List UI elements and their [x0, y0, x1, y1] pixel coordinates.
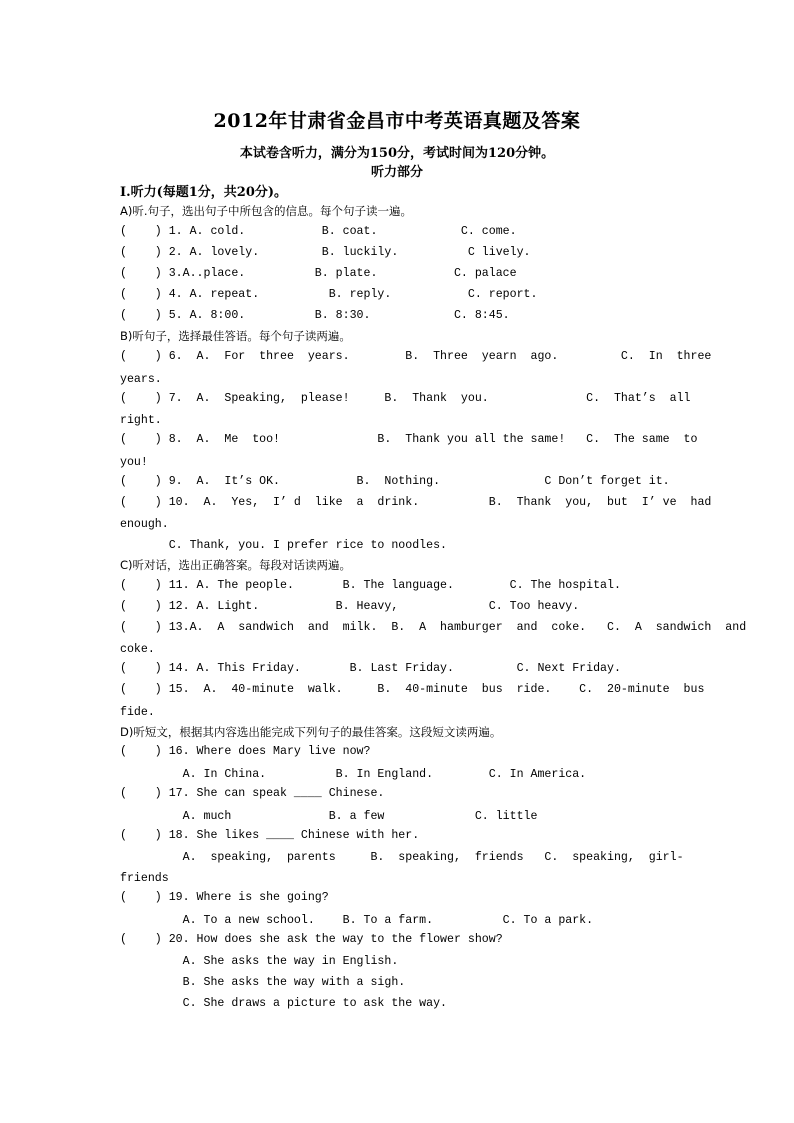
- question-line: fide.: [120, 706, 155, 719]
- question-line: C. Thank, you. I prefer rice to noodles.: [120, 539, 447, 552]
- question-line: ( ) 9. A. It’s OK. B. Nothing. C Don’t forget it.: [120, 475, 670, 488]
- question-line: ( ) 2. A. lovely. B. luckily. C lively.: [120, 246, 531, 259]
- question-line: ( ) 6. A. For three years. B. Three yearn ago. C. In three: [120, 350, 712, 363]
- question-line: ( ) 13.A. A sandwich and milk. B. A hamburger and coke. C. A sandwich and: [120, 621, 747, 634]
- question-line: ( ) 8. A. Me too! B. Thank you all the same! C. The same to: [120, 433, 698, 446]
- listening-part-label: 听力部分: [370, 165, 423, 180]
- question-line: years.: [120, 373, 162, 386]
- question-line: ( ) 14. A. This Friday. B. Last Friday. C. Next Friday.: [120, 662, 621, 675]
- section-a-instruction: A)听.句子，选出句子中所包含的信息。每个句子读一遍。: [120, 204, 413, 218]
- question-line: ( ) 20. How does she ask the way to the flower show?: [120, 933, 503, 946]
- question-line: ( ) 16. Where does Mary live now?: [120, 745, 371, 758]
- page-title: 2012年甘肃省金昌市中考英语真题及答案: [213, 110, 581, 132]
- question-line: ( ) 3.A..place. B. plate. C. palace: [120, 267, 517, 280]
- question-line: ( ) 18. She likes ____ Chinese with her.: [120, 829, 420, 842]
- question-line: B. She asks the way with a sigh.: [120, 976, 406, 989]
- question-line: C. She draws a picture to ask the way.: [120, 997, 447, 1010]
- question-line: friends: [120, 872, 169, 885]
- section-b-instruction: B)听句子，选择最佳答语。每个句子读两遍。: [120, 329, 351, 343]
- question-line: ( ) 7. A. Speaking, please! B. Thank you. C. That’s all: [120, 392, 691, 405]
- question-line: ( ) 1. A. cold. B. coat. C. come.: [120, 225, 517, 238]
- question-line: you!: [120, 456, 148, 469]
- question-line: enough.: [120, 518, 169, 531]
- question-line: A. speaking, parents B. speaking, friends C. speaking, girl-: [120, 851, 684, 864]
- question-line: ( ) 17. She can speak ____ Chinese.: [120, 787, 385, 800]
- question-line: ( ) 4. A. repeat. B. reply. C. report.: [120, 288, 538, 301]
- section-d-instruction: D)听短文，根据其内容选出能完成下列句子的最佳答案。这段短文读两遍。: [120, 725, 502, 739]
- part-one-heading: Ⅰ.听力(每题1分，共20分)。: [120, 185, 288, 200]
- question-line: ( ) 11. A. The people. B. The language. C. The hospital.: [120, 579, 621, 592]
- section-c-instruction: C)听对话，选出正确答案。每段对话读两遍。: [120, 558, 352, 572]
- question-line: ( ) 15. A. 40-minute walk. B. 40-minute bus ride. C. 20-minute bus: [120, 683, 705, 696]
- question-line: ( ) 5. A. 8:00. B. 8:30. C. 8:45.: [120, 309, 510, 322]
- question-line: ( ) 10. A. Yes, I’ d like a drink. B. Thank you, but I’ ve had: [120, 496, 712, 509]
- question-line: ( ) 12. A. Light. B. Heavy, C. Too heavy.: [120, 600, 580, 613]
- exam-info: 本试卷含听力，满分为150分，考试时间为120分钟。: [239, 146, 555, 161]
- question-line: ( ) 19. Where is she going?: [120, 891, 329, 904]
- question-line: A. In China. B. In England. C. In America.: [120, 768, 587, 781]
- question-line: A. much B. a few C. little: [120, 810, 538, 823]
- question-line: right.: [120, 414, 162, 427]
- question-line: coke.: [120, 643, 155, 656]
- question-line: A. She asks the way in English.: [120, 955, 399, 968]
- question-line: A. To a new school. B. To a farm. C. To a park.: [120, 914, 594, 927]
